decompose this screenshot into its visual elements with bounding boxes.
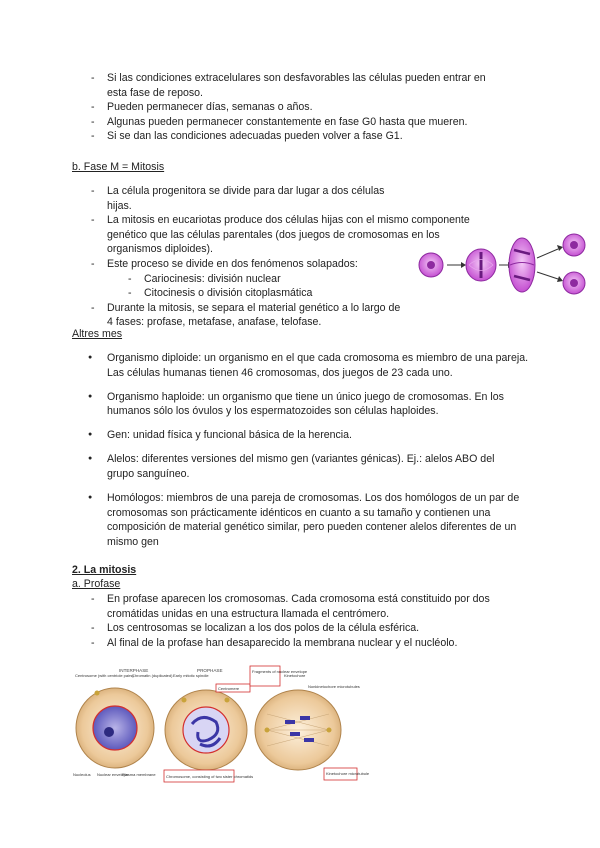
arrow-icon <box>447 262 466 268</box>
profase-list <box>0 592 600 650</box>
label-nucleolus: Nucleolus <box>73 772 91 777</box>
list-item: - Algunas pueden permanecer constantemente en fase G0 hasta que mueren. <box>0 115 600 130</box>
label-chromosome: Chromosome, consisting of two sister chromatids <box>166 774 254 779</box>
profase-section <box>0 592 600 650</box>
list-item: - Durante la mitosis, se separa el material genético a lo largo de 4 fases: profase, metafase, anafase, telofase. <box>0 301 407 330</box>
list-item: - En profase aparecen los cromosomas. Cada cromosoma está constituido por dos cromátidas unidas en una estructura llamada el centrómero. <box>0 592 517 621</box>
label-kinetochore: Kinetochore <box>284 673 306 678</box>
list-item: - Pueden permanecer días, semanas o años. <box>0 100 600 115</box>
list-item: ● Organismo haploide: un organismo que tiene un único juego de cromosomas. En los humanos sólo los óvulos y los espermatozoides son células haploides. <box>0 390 600 419</box>
prophase-title: PROPHASE <box>197 668 223 673</box>
label-centrosome: Centrosome (with centriole pairs) <box>75 673 134 678</box>
reposo-section <box>0 71 600 144</box>
telophase-cell <box>509 238 535 292</box>
list-item: - Si se dan las condiciones adecuadas pueden volver a fase G1. <box>0 129 600 144</box>
label-chromatin: Chromatin (duplicated) <box>132 673 173 678</box>
label-centromere: Centromere <box>218 686 240 691</box>
label-kinetochore-mt: Kinetochore microtubule <box>326 771 370 776</box>
interphase-title: INTERPHASE <box>119 668 149 673</box>
daughter-cell <box>563 234 585 256</box>
reposo-list <box>0 71 600 144</box>
list-item: ● Alelos: diferentes versiones del mismo gen (variantes génicas). Ej.: alelos ABO del grupo sanguíneo. <box>0 452 600 481</box>
list-item: - Los centrosomas se localizan a los dos polos de la célula esférica. <box>0 621 600 636</box>
list-item: - La mitosis en eucariotas produce dos células hijas con el mismo componente genético que las células parentales (dos juegos de cromosomas en los organismos diploides). <box>0 213 489 257</box>
prometaphase-cell <box>255 690 341 770</box>
interphase-cell <box>76 688 154 768</box>
label-plasma-membrane: Plasma membrane <box>122 772 156 777</box>
label-early-spindle: Early mitotic spindle <box>173 673 209 678</box>
parent-cell <box>419 253 443 277</box>
list-item: ● Gen: unidad física y funcional básica de la herencia. <box>0 428 600 443</box>
metaphase-cell <box>466 249 496 281</box>
list-item: - Al final de la profase han desaparecido la membrana nuclear y el nucléolo. <box>0 636 600 651</box>
arrow-icon <box>537 245 563 282</box>
altres-list <box>0 351 600 550</box>
label-nonkinetochore: Nonkinetochore microtubules <box>308 684 360 689</box>
altres-section <box>0 351 600 559</box>
section-heading-mitosis: 2. La mitosis <box>72 564 137 576</box>
list-item: ● Organismo diploide: un organismo en el que cada cromosoma es miembro de una pareja. Las células humanas tienen 46 cromosomas, dos juegos de 23 cada uno. <box>0 351 600 380</box>
list-item: - La célula progenitora se divide para dar lugar a dos células hijas. <box>0 184 407 213</box>
prophase-figure <box>72 664 370 788</box>
section-heading-profase: a. Profase <box>72 578 121 590</box>
label-nuclear-envelope: Nuclear envelope <box>97 772 129 777</box>
list-subitem: - Cariocinesis: división nuclear <box>0 272 600 287</box>
section-heading-fase-m: b. Fase M = Mitosis <box>72 161 165 173</box>
list-item: - Si las condiciones extracelulares son desfavorables las células pueden entrar en esta fase de reposo. <box>0 71 507 100</box>
mitosis-cells-diagram <box>416 232 591 298</box>
list-item: - Este proceso se divide en dos fenómenos solapados: <box>0 257 407 272</box>
list-item: ● Homólogos: miembros de una pareja de cromosomas. Los dos homólogos de un par de cromosomas son prácticamente idénticos en cuanto a su tamaño y contienen una composición de material genético similar, pero pueden contener alelos diferentes de un mismo gen <box>0 491 600 549</box>
list-subitem: - Citocinesis o división citoplasmática <box>0 286 600 301</box>
section-heading-altres: Altres mes <box>72 328 123 340</box>
prophase-cell <box>165 690 247 770</box>
label-fragments: Fragments of nuclear envelope <box>252 669 308 674</box>
daughter-cell <box>563 272 585 294</box>
